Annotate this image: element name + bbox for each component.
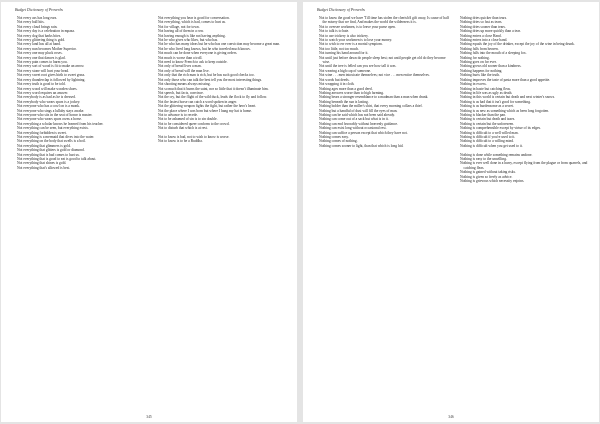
proverb-entry: Not everything that's allowed is best. [17, 165, 71, 170]
proverb-entry: Not everyone who wears spurs owns a horse. [17, 117, 82, 122]
proverb-entry: Not every cloud brings rain. [17, 24, 58, 29]
proverb-entry: Nothing is comprehensible except by virtue of its edges. [460, 126, 541, 131]
proverb-entry: Not every word requires an answer. [17, 90, 69, 95]
proverb-entry: Not for village, not for town. [158, 24, 200, 29]
proverb-entry: Not everything on the body that swells is a boil. [17, 139, 86, 144]
proverb-entry: Nothing is difficult when you get used to it. [460, 143, 523, 148]
proverb-entry: Not every truth is good to be told. [17, 82, 66, 87]
proverb-entry: Not having enough is like not having anything. [158, 33, 226, 38]
proverb-entry: Not only that the rich man is rich, but he has such good checks too. [158, 73, 255, 78]
proverb-entry: Nothing bears a stronger resemblance to a madman than a man when drunk. [319, 95, 429, 100]
proverb-entry: Nothing enters into a close hand. [460, 38, 508, 43]
proverb-entry: Not the cry, but the flight of the wild duck, leads the flock to fly and follow. [158, 95, 268, 100]
proverb-entry: Not words but deeds. [319, 77, 350, 82]
proverb-entry: Not shooting means always missing. [158, 82, 211, 87]
page-number: 346 [448, 415, 454, 419]
proverb-entry: Not every glittering thing is gold. [17, 38, 66, 43]
left-page-columns [17, 16, 289, 412]
proverb-entry: Not everything that shines is gold. [17, 161, 67, 166]
proverb-entry: Not every one may pluck roses. [17, 51, 63, 56]
proverb-entry: Not only of bread lives a man. [158, 64, 202, 69]
proverb-entry: Not everything you hear is good for conversation. [158, 16, 230, 20]
proverb-entry: Not having all of them in a row. [158, 29, 204, 34]
proverb-entry: Nothing can come out of a sack but what is in it. [319, 117, 389, 122]
proverb-entry: Nothing is as burdensome as a secret. [460, 104, 514, 109]
proverb-entry: Not to use trickery is also trickery. [319, 33, 369, 38]
proverb-entry: Nothing dries quicker than tears. [460, 16, 508, 20]
proverb-entry: Nothing is difficult to a well willed man. [460, 130, 519, 135]
page-number: 345 [146, 415, 152, 419]
proverb-entry: Not wrapping it in cloth. [319, 82, 355, 87]
proverb-entry: Not every stone will hurt your head. [17, 68, 69, 73]
left-page-column-2 [158, 16, 289, 412]
proverb-entry: Not everybody is as bad as he is dressed. [17, 95, 76, 100]
proverb-entry: Not everything that glimmers is gold. [17, 143, 71, 148]
proverb-entry: Not everyone who has a cowl on is a monk. [17, 104, 80, 109]
proverb-entry: Not he who lived long knows, but he who traveled much knows. [158, 46, 251, 51]
proverb-entry: Nothing bolder than the miller's shirt, that every morning collars a thief. [319, 104, 423, 109]
proverb-entry: Nothing is as bad that it isn't good for something. [460, 99, 531, 104]
proverb-entry: Not he who gives who likes, but who has. [158, 38, 219, 43]
proverb-entry: Not everyone who sits in the seat of honor is master. [17, 112, 93, 117]
proverb-entry: Not he who has many ideas but he who has one conviction may become a great man. [158, 42, 281, 47]
proverb-entry: Not only those who can talk the best tell you the most interesting things. [158, 77, 263, 82]
proverb-entry: Not to know is bad, not to wish to know is worse. [158, 134, 230, 139]
proverb-entry: Not to wish to err ever is a mortal symptom. [319, 42, 383, 47]
proverb-entry: Not to watch your workmen is to lose your money. [319, 38, 393, 43]
proverb-entry: Not every land has all at hand. [17, 42, 61, 47]
proverb-entry: Not only of bread will the man live. [158, 68, 210, 73]
proverb-entry: Not everything forbidden is sweet. [17, 130, 67, 135]
proverb-entry: Not everything that is good to eat is good to talk about. [17, 157, 97, 161]
right-page-column-1 [319, 16, 450, 412]
proverb-entry: Nothing falls into the mouth of a sleeping fox. [460, 51, 527, 56]
proverb-entry: Nothing is difficult if you're used to it. [460, 134, 516, 139]
proverb-entry: Nothing in excess. [460, 82, 487, 87]
proverb-entry: Not the fastest horse can catch a word spoken in anger. [158, 99, 237, 104]
proverb-entry: Nothing ages more than a good deed. [319, 86, 373, 91]
proverb-entry: Nothing equals the joy of the drinker, except the joy of the wine in being drunk. [460, 42, 575, 47]
proverb-entry: Nothing in this world is certain but death and next winter's snows. [460, 95, 556, 100]
proverb-entry: Nothing grows old sooner than a kindness. [460, 64, 522, 69]
proverb-entry: Nothing can exist long without occasional rest. [319, 126, 387, 131]
proverb-entry: Not turning his hand around for it. [319, 51, 369, 56]
proverb-entry: Not everything is a mermaid that dives into the water. [17, 134, 95, 139]
proverb-entry: Nothing is easy to the unwilling. [460, 157, 507, 161]
proverb-entry: Nothing is certain but death and taxes. [460, 117, 516, 122]
proverb-entry: Not to oversee workmen, is to leave your purse open. [319, 24, 396, 29]
proverb-entry: Nothing is certain but the unforeseen. [460, 121, 515, 126]
proverb-entry: Not to be ashamed of sin is to sin double. [158, 117, 218, 122]
proverb-entry: Nothing can end favorably without heavenly guidance. [319, 121, 398, 126]
proverb-entry: Not every wood will make wooden shoes. [17, 86, 78, 91]
proverb-entry: Not every dog that barks bites. [17, 33, 62, 38]
proverb-entry: Nothing is done while something remains undone. [460, 152, 533, 157]
proverb-entry: Nothing falls from heaven. [460, 46, 499, 51]
proverb-entry: Not everything a scholar knows he learned from his teacher. [17, 121, 104, 126]
proverb-entry: Nothing goes on for ever. [460, 60, 497, 65]
proverb-entry: Not until the tree is felled can you see how tall it was. [319, 64, 397, 69]
proverb-entry: Not every day is a celebration in mpaza. [17, 29, 75, 34]
proverb-entry: Nothing enters a close Hand. [460, 33, 502, 38]
proverb-entry: Not every sweet root gives birth to sweet grass. [17, 73, 86, 78]
proverb-entry: Not to know the good we have 'Till time has stolen the cherish'd gift away, Is cause of half the misery that we find, And makes the world the wilderness it is. [319, 16, 449, 25]
proverb-entry: Nothing hurts like the truth. [460, 73, 501, 78]
proverb-entry: Not the glittering weapon fights the fight, but rather the hero's heart. [158, 104, 257, 109]
proverb-entry: Not to disturb that which is at rest. [158, 126, 208, 131]
proverb-entry: Not every nun becomes Mother Superior. [17, 46, 77, 51]
right-page-column-2 [460, 16, 591, 412]
proverb-entry: Nothing can be said which has not been said already. [319, 112, 396, 117]
proverb-entry: Nothing is given so freely as advice. [460, 174, 513, 179]
left-page-column-1 [17, 16, 148, 412]
proverb-entry: Nothing comes easy. [319, 134, 349, 139]
proverb-entry: Not everything, which is bad, comes to hurt us. [158, 20, 226, 25]
proverb-entry: Nothing can suffice a person except that which they have not. [319, 130, 408, 135]
proverb-entry: Nothing but a handful of dust will fill the eyes of man. [319, 108, 398, 113]
right-page-columns [319, 16, 591, 412]
proverb-entry: Not everyone who sings a lullaby stays awake. [17, 108, 85, 113]
proverb-entry: Nothing beneath the sun is lasting. [319, 99, 369, 104]
proverb-entry: Nothing dries so fast as tears. [460, 20, 503, 25]
proverb-entry: Not speech, but facts, convince. [158, 90, 204, 95]
proverb-entry: Not every ball hits. [17, 20, 45, 25]
proverb-entry: Nothing is difficult to a willing mind. [460, 139, 514, 144]
running-head: Budget Dictionary of Proverbs [15, 8, 63, 12]
proverb-entry: Not need to know French to ask to keep outside. [158, 60, 228, 65]
proverb-entry: Nothing improves the taste of pasta more than a good appetite. [460, 77, 551, 82]
proverb-entry: Nothing is blacker than the pan. [460, 112, 506, 117]
proverb-entry: Not so much that it burns the saint, nor so little that it doesn't illuminate him. [158, 86, 269, 91]
proverb-entry: Nothing is grievous which necessity enjoins. [460, 179, 525, 184]
proverb-entry: Not to talk is to hate. [319, 29, 350, 34]
proverb-entry: Nothing happens for nothing. [460, 68, 503, 73]
proverb-entry: Nothing answers worse than to high farming. [319, 90, 384, 95]
proverb-entry: Nothing for nothing. [460, 55, 490, 60]
proverb-entry: Not every sort of wood is fit to make an arrow. [17, 64, 85, 69]
proverb-entry: Not wearing a high cap of someone. [319, 68, 371, 73]
proverb-entry: Nothing in life was as ugly as death. [460, 90, 513, 95]
proverb-entry: Not much can be done when everyone is giving orders. [158, 51, 238, 56]
proverb-entry: Nothing dries sooner than tears. [460, 24, 506, 29]
proverb-entry: Not until just before dawn do people sleep best; not until people get old do they become wise. [319, 55, 446, 65]
proverb-entry: Nothing in haste but catching fleas. [460, 86, 511, 91]
left-page [1, 2, 297, 422]
proverb-entry: Not every pain comes to harm you. [17, 60, 68, 65]
proverb-entry: Not everything that glitters is gold or diamond. [17, 148, 85, 153]
proverb-entry: Not every ass has long ears. [17, 16, 58, 20]
proverb-entry: Nothing is as new as something which as been long forgotten. [460, 108, 550, 113]
proverb-entry: Nothing is gained without taking risks. [460, 170, 516, 175]
right-page [303, 2, 599, 422]
running-head: Budget Dictionary of Proverbs [317, 8, 365, 12]
proverb-entry: Nothing comes of nothing. [319, 139, 358, 144]
proverb-entry: Not much is worse than a troll. [158, 55, 203, 60]
proverb-entry: Nothing is ever well done in a hurry, except flying from the plague or from quarrels, and catching fleas. [460, 161, 588, 170]
proverb-entry: Not everybody who wears spurs is a jockey. [17, 99, 81, 104]
proverb-entry: Not every one that dances is glad. [17, 55, 66, 60]
proverb-entry: Not everything that is bad comes to hurt us. [17, 152, 80, 157]
proverb-entry: Nothing comes sooner to light, than that which is long hid. [319, 143, 404, 148]
proverb-entry: Nothing dries up more quickly than a tear. [460, 29, 521, 34]
proverb-entry: Not every thunderclap is followed by lightning. [17, 77, 86, 82]
proverb-entry: Not the place where I was born but where I hang my hat is home. [158, 108, 252, 113]
proverb-entry: Not to advance is to recede. [158, 112, 198, 117]
proverb-entry: Not everything can be seen, but everything exists. [17, 126, 89, 131]
proverb-entry: Not too little, not too much. [319, 46, 360, 51]
proverb-entry: Not to be considered queer conform to the crowd. [158, 121, 230, 126]
proverb-entry: Not to know is to be a Buddha. [158, 139, 203, 144]
proverb-entry: Not wine . . . men intoxicate themselves; not vice . . . men entice themselves. [319, 73, 430, 78]
